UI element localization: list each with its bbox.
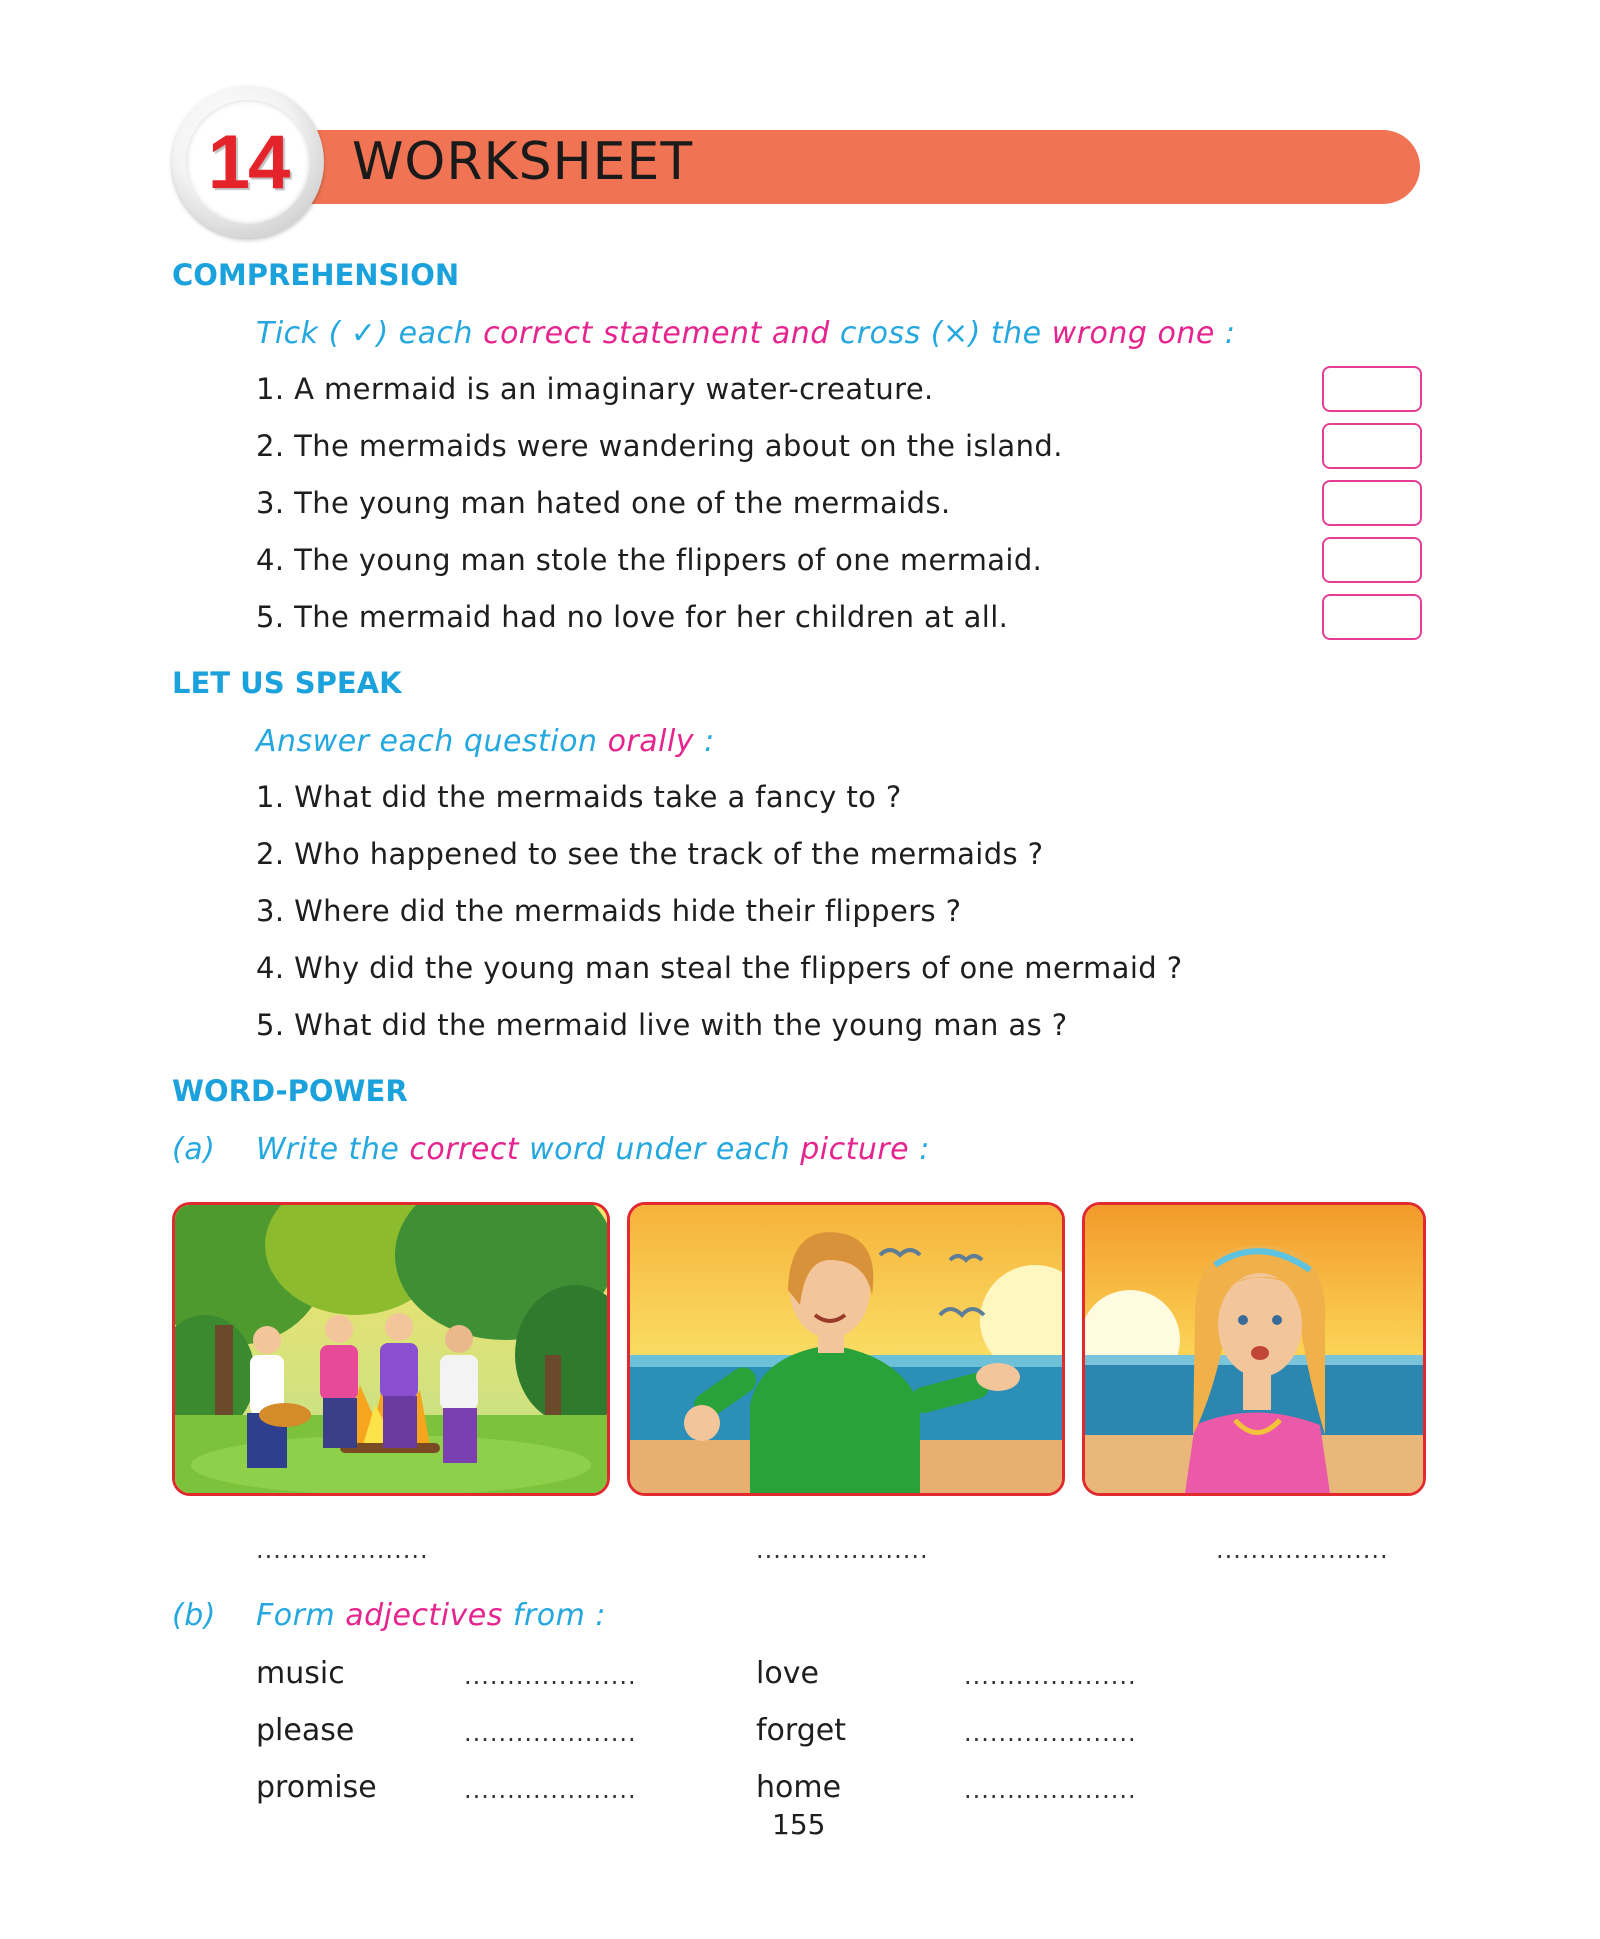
chapter-number: 14 [207,119,289,205]
picture-answer-2[interactable]: .................... [756,1536,929,1564]
young-man-illustration [630,1205,1062,1493]
adjective-word-promise: promise [256,1770,377,1805]
question-3: 3. Where did the mermaids hide their flippers ? [256,894,962,928]
picture-campfire [172,1202,610,1496]
adjective-blank-love[interactable]: .................... [964,1662,1137,1690]
adjective-blank-music[interactable]: .................... [464,1662,637,1690]
answer-box-1[interactable] [1322,366,1422,412]
question-5: 5. What did the mermaid live with the young man as ? [256,1008,1068,1042]
picture-crying-woman [1082,1202,1426,1496]
statement-4: 4. The young man stole the flippers of one mermaid. [256,543,1043,577]
word-power-a-label: (a) [172,1132,216,1167]
statement-3: 3. The young man hated one of the mermaids. [256,486,951,520]
picture-young-man [627,1202,1065,1496]
campfire-illustration [175,1205,607,1493]
question-4: 4. Why did the young man steal the flippers of one mermaid ? [256,951,1183,985]
adjective-blank-please[interactable]: .................... [464,1719,637,1747]
chapter-badge [172,86,324,238]
adjective-word-forget: forget [756,1713,846,1748]
statement-1: 1. A mermaid is an imaginary water-creature. [256,372,934,406]
question-2: 2. Who happened to see the track of the mermaids ? [256,837,1044,871]
speak-instruction: Answer each question orally : [256,724,715,759]
speak-heading: LET US SPEAK [172,666,402,700]
question-1: 1. What did the mermaids take a fancy to ? [256,780,902,814]
word-power-heading: WORD-POWER [172,1074,408,1108]
statement-2: 2. The mermaids were wandering about on the island. [256,429,1063,463]
adjective-word-love: love [756,1656,819,1691]
word-power-b-label: (b) [172,1598,216,1633]
answer-box-5[interactable] [1322,594,1422,640]
worksheet-title: WORKSHEET [352,132,694,192]
adjective-word-home: home [756,1770,842,1805]
statement-5: 5. The mermaid had no love for her children at all. [256,600,1009,634]
word-power-b-instruction: Form adjectives from : [256,1598,607,1633]
word-power-a-instruction: Write the correct word under each picture : [256,1132,930,1167]
adjective-word-music: music [256,1656,345,1691]
picture-answer-1[interactable]: .................... [256,1536,429,1564]
adjective-blank-home[interactable]: .................... [964,1776,1137,1804]
adjective-blank-promise[interactable]: .................... [464,1776,637,1804]
answer-box-4[interactable] [1322,537,1422,583]
crying-woman-illustration [1085,1205,1423,1493]
answer-box-2[interactable] [1322,423,1422,469]
adjective-blank-forget[interactable]: .................... [964,1719,1137,1747]
comprehension-heading: COMPREHENSION [172,258,460,292]
comprehension-instruction: Tick ( ✓) each correct statement and cross (×) the wrong one : [256,316,1236,351]
adjective-word-please: please [256,1713,355,1748]
picture-answer-3[interactable]: .................... [1216,1536,1389,1564]
page-number: 155 [772,1808,826,1841]
answer-box-3[interactable] [1322,480,1422,526]
